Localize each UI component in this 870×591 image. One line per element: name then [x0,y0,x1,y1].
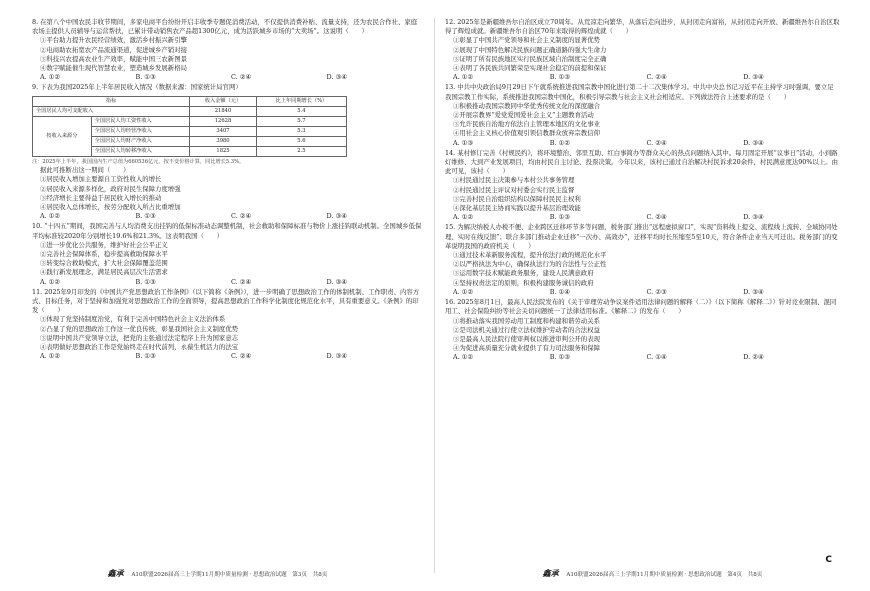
question-8 [32,18,422,82]
answer-choices [32,278,422,287]
question-stem: 8. 在第八个中国农民丰收节期间，多家电商平台纷纷开启丰收季专题促消费活动，不仅提供消费补贴、流量支持，还为农民合作社、家庭农场主提供人员辅导与运营帮扶，已累计带动销售农产品超1300亿元，成为活跃城乡市场的“大卖场”。这说明（ ） [32,18,418,36]
statement-option: ②居民收入来源多样化，政府对民生保障力度增强 [40,184,181,193]
table-cell: 5.7 [256,116,346,126]
statement-option: ②村民通过民主评议对村委会实行民主监督 [453,185,575,194]
statement-option: ④坚持权责法定的原则，积极构建服务诚信的政府 [453,278,594,287]
question-stem: 13. 中共中央政治局9月29日下午就系统推进我国宗教中国化进行第二十二次集体学习。中共中央总书记习近平在主持学习时强调，要立足我国宗教工作实际，系统推进我国宗教中国化，积极引导宗教与社会主义社会相适应。下列做法符合上述要求的是（ ） [445,83,834,101]
choice-a[interactable]: A. ①② [40,212,61,221]
choice-b[interactable]: B. ①④ [549,287,570,296]
right-column [445,18,840,364]
choice-c[interactable]: C. ②④ [646,73,667,82]
choice-a[interactable]: A. ①② [453,73,474,82]
statement-option: ④表明了各民族共同繁荣是实现社会稳定的前提和保证 [453,64,607,73]
statement-option: ④数字赋能催生现代智慧农业，塑造城乡发展新格局 [40,64,187,73]
question-stem: 15. 为解决纳税人办税不便、企业跨区迁移环节多等问题，税务部门推出“远程虚拟窗口”，实现“资料线上提交、流程线上流转、全域协同处理、实时在线反馈”；联合多部门推动企业迁移“一次办、高效办”，迁移平均时长压缩至5至10天，符合条件企业当天可迁出。税务部门的变革说明我国的政府机关（ ） [445,223,838,250]
brand-logo: 鑫承 [542,568,559,578]
statement-option: ③运用数字技术赋能政务服务，建设人民满意政府 [453,269,594,278]
table-cell: 3407 [190,126,257,136]
choice-a[interactable]: A. ①② [453,353,474,362]
choice-a[interactable]: A. ①② [453,287,474,296]
footer-text: A10联盟2026届高三上学期11月期中质量检测 · 思想政治试题 第4页 共8页 [566,572,763,578]
question-stem: 10. “十四五”期间，我国完善与人均消费支出挂钩的低保标准动态调整机制，社会救助和保障标准与物价上涨挂钩联动机制。全国城乡低保平均标准较2020年分别增长19.6%和21.3%。这表明我国（ ） [32,222,422,240]
statement-option: ②电商助农拓宽农产品流通渠道，促进城乡产销对接 [40,45,187,54]
statement-option: ①平台助力提升农民经营绩效，激活乡村振兴新引擎 [40,36,187,45]
table-cell: 全国居民人均经营净收入 [91,126,190,136]
choice-d[interactable]: D. ③④ [743,287,764,296]
answer-choices [32,212,422,221]
table-cell: 5.3 [256,126,346,136]
corner-mark: C [825,555,832,565]
choice-b[interactable]: B. ①③ [549,73,570,82]
table-cell: 3980 [190,136,257,146]
choice-c[interactable]: C. ②④ [231,73,252,82]
statement-option: ④践行新发展理念，满足居民高层次生活需求 [40,268,168,277]
choice-d[interactable]: D. ③④ [326,352,347,361]
brand-logo: 鑫承 [107,568,124,578]
statement-option: ①积极推动我国宗教同中华优秀传统文化的深度融合 [453,101,600,110]
table-group-label: 按收入来源分 [33,116,92,156]
choice-b[interactable]: B. ①③ [135,73,156,82]
table-cell: 5.6 [256,136,346,146]
table-cell: 全国居民人均工资性收入 [91,116,190,126]
statement-option: ④用社会主义核心价值观引领信教群众放弃宗教信仰 [453,129,600,138]
statement-option: ③说明中国共产党领导立法，把党的主张通过法定程序上升为国家意志 [40,333,239,342]
question-stem: 12. 2025年是新疆维吾尔自治区成立70周年。从荒凉走向繁华，从落后走向进步，从封闭走向富裕，从封闭走向开放、新疆维吾尔自治区取得了辉煌成就。新疆维吾尔自治区70年来取得的辉煌成就（ ） [445,18,840,36]
statement-option: ③经济增长主要得益于居民收入增长的推动 [40,193,162,202]
answer-choices [445,353,840,362]
statement-option: ②完善社会保障体系，稳步提高救助保障水平 [40,249,168,258]
choice-c[interactable]: C. ②④ [646,138,667,147]
statement-option: ①将推动落实我国劳动用工制度和构建和谐劳动关系 [453,316,600,325]
table-cell: 1825 [190,146,257,156]
answer-choices [445,139,840,148]
statement-option: ③完善村民自治组织结构以保障村民民主权利 [453,194,581,203]
statement-option: ①村民通过民主决策参与本村公共事务管理 [453,176,575,185]
choice-a[interactable]: A. ①② [40,277,61,286]
statement-option: ④表明做好思想政治工作是党始终走在时代前列、永葆生机活力的法宝 [40,342,239,351]
question-stem: 14. 某村修订完善《村规民约》，将环境整治、邻里互助、红白事简办等群众关心的热点问题纳入其中。每月固定开展“议事日”活动，小到路灯维修、大到产业发展项目，均由村民自主讨论、投票决策。今年以来，该村已通过自治解决村民诉求20余件，村民满意度达90%以上。由此可见，该村（ ） [445,148,838,176]
statement-option: ③允许民族自治地方依法自主管理本地区的文化事业 [453,120,600,129]
answer-choices [32,73,422,82]
choice-c[interactable]: C. ①④ [646,353,667,362]
page-footer [0,568,435,579]
question-15 [445,223,840,297]
table-header: 指标 [33,96,190,106]
choice-b[interactable]: B. ①③ [549,213,570,222]
statement-option: ②凸显了党的思想政治工作这一优良传统，彰显我国社会主义制度优势 [40,324,239,333]
choice-b[interactable]: B. ①③ [135,277,156,286]
question-stem: 11. 2025年9月印发的《中国共产党思想政治工作条例》（以下简称《条例》），进一步明确了思想政治工作的体制机制、工作职责、内容方式、目标任务，对于坚持和加强党对思想政治工作的全面领导，提高思想政治工作科学化制度化规范化水平，具有重要意义。《条例》的印发（ ） [32,287,420,315]
choice-c[interactable]: C. ②③ [646,287,667,296]
choice-b[interactable]: B. ①② [549,138,570,147]
statement-option: ④居民收入总体增长，按劳分配收入所占比重增加 [40,202,181,211]
question-14 [445,149,840,223]
table-note: 注：2025年上半年，我国国内生产总值为660536亿元，按不变价格计算，同比增长5.3%。 [32,158,245,165]
choice-b[interactable]: B. ①③ [135,212,156,221]
question-lead: 据此可推断出这一期间（ ） [40,166,130,175]
question-stem: 16. 2025年8月1日，最高人民法院发布的《关于审理劳动争议案件适用法律问题的解释（二）》（以下简称《解释二》）针对竞业限制、混同用工、社会保险纠纷等社会关切问题统一了法律适用标准。《解释二》的发布（ ） [445,298,837,316]
statement-option: ③科技兴农提高农业生产效率，赋能中国三农新图景 [40,54,187,63]
table-cell: 2.5 [256,146,346,156]
income-table [32,96,347,157]
table-cell: 全国居民人均转移净收入 [91,146,190,156]
choice-c[interactable]: C. ②④ [646,213,667,222]
choice-d[interactable]: D. ③④ [743,73,764,82]
table-cell: 全国居民人均可支配收入 [33,106,190,116]
statement-option: ①体现了党坚持制度治党，有利于完善中国特色社会主义法治体系 [40,315,226,324]
question-16 [445,298,840,362]
choice-b[interactable]: B. ①③ [549,353,570,362]
footer-text: A10联盟2026届高三上学期11月期中质量检测 · 思想政治试题 第3页 共8页 [131,572,328,578]
answer-choices [445,213,840,222]
choice-d[interactable]: D. ③④ [326,212,347,221]
table-cell: 5.4 [256,106,346,116]
statement-option: ①居民收入增加主要源自工资性收入的增长 [40,175,162,184]
statement-option: ③是最高人民法院行使审判权以推进审判公开的表现 [453,334,600,343]
question-stem: 9. 下表为我国2025年上半年居民收入情况（数据来源：国家统计局官网） [32,83,242,92]
question-12 [445,18,840,82]
choice-d[interactable]: D. ③④ [743,138,764,147]
choice-a[interactable]: A. ①③ [453,138,474,147]
choice-a[interactable]: A. ①② [40,352,61,361]
right-page [435,0,870,591]
statement-option: ①进一步优化公共服务，维护好社会公平正义 [40,240,168,249]
choice-d[interactable]: D. ③④ [326,277,347,286]
choice-c[interactable]: C. ②④ [231,277,252,286]
table-header: 收入金额（元） [190,96,257,106]
table-cell: 12628 [190,116,257,126]
table-row [33,116,347,126]
statement-option: ①通过技术革新服务流程，提升依法行政的规范化水平 [453,251,607,260]
answer-choices [445,288,840,297]
choice-a[interactable]: A. ①② [40,73,61,82]
statement-option: ④为促进高质量充分就业提供了有力司法服务和保障 [453,344,600,353]
statement-option: ③转变综合救助模式，扩大社会保障覆盖范围 [40,259,168,268]
statement-option: ②展现了中国特色解决民族问题正确道路的强大生命力 [453,45,607,54]
statement-option: ②是司法机关通过行使立法权维护劳动者的合法权益 [453,325,600,334]
choice-d[interactable]: D. ③④ [326,73,347,82]
statement-option: ②开展宗教界“爱党爱国爱社会主义”主题教育活动 [453,111,594,120]
choice-b[interactable]: B. ①③ [135,352,156,361]
question-9 [32,83,422,221]
answer-choices [445,73,840,82]
choice-d[interactable]: D. ③④ [743,213,764,222]
choice-a[interactable]: A. ①② [453,213,474,222]
table-header: 比上年同期增长（%） [256,96,346,106]
choice-c[interactable]: C. ②④ [231,352,252,361]
table-row [33,106,347,116]
statement-option: ②以严格执法为中心，确保执法行为的合法性与公正性 [453,260,607,269]
statement-option: ①彰显了中国共产党领导和社会主义制度的显著优势 [453,36,600,45]
choice-d[interactable]: D. ②④ [743,353,764,362]
page-footer [435,568,870,579]
answer-choices [32,352,422,361]
left-column [32,18,422,362]
question-13 [445,83,840,147]
question-11 [32,288,422,362]
statement-option: ③证明了所有民族地区实行民族区域自治制度完全正确 [453,54,607,63]
statement-option: ④深化基层民主协商实践以提升基层治理效能 [453,204,581,213]
table-cell: 全国居民人均财产净收入 [91,136,190,146]
question-10 [32,222,422,286]
choice-c[interactable]: C. ②④ [231,212,252,221]
table-cell: 21840 [190,106,257,116]
table-header-row [33,96,347,106]
